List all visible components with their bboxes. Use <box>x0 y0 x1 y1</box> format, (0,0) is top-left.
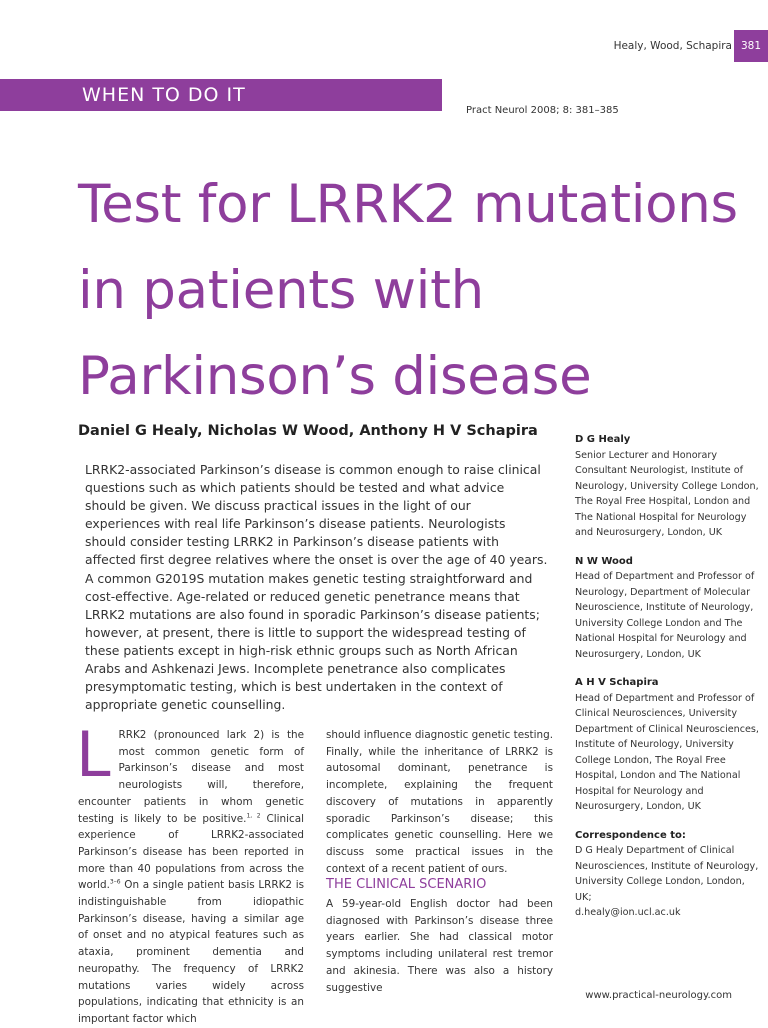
reference-marker: 3–6 <box>109 878 121 886</box>
author-affiliation: Head of Department and Professor of Clinical Neurosciences, University Department of Clinical Neurosciences, Institute of Neurology, University College London, The Royal Free Hospital, London and The National Hospital for Neurology and Neurosurgery, London, UK <box>575 692 759 812</box>
reference-marker: 1, 2 <box>246 812 261 820</box>
body-column-2: should influence diagnostic genetic testing. Finally, while the inheritance of LRRK2 is autosomal dominant, penetrance is incomplete, explaining the frequent discovery of mutations in apparently sporadic Parkinson’s disease; this complicates genetic counselling. Here we discuss some practical issues in the context of a recent patient of ours. <box>326 729 553 875</box>
correspondence-label: Correspondence to: <box>575 829 686 841</box>
footer-url[interactable]: www.practical-neurology.com <box>585 990 732 1001</box>
author-name: A H V Schapira <box>575 677 659 688</box>
author-sidebar <box>575 432 760 921</box>
correspondence-email-link[interactable]: d.healy@ion.ucl.ac.uk <box>575 907 681 918</box>
author-name: N W Wood <box>575 555 633 567</box>
body-text: On a single patient basis LRRK2 is indistinguishable from idiopathic Parkinson’s disease, having a similar age of onset and no atypical features such as ataxia, prominent dementia and neuropathy. The frequency of LRRK2 mutations varies widely across populations, indicating that ethnicity is an important factor which <box>78 879 304 1025</box>
body-text: RRK2 (pronounced lark 2) is the most common genetic form of Parkinson’s disease and most neurologists will, therefore, encounter patients in whom genetic testing is likely to be positive. <box>78 729 304 825</box>
section-banner <box>0 79 442 111</box>
drop-cap: L <box>76 718 111 791</box>
abstract: LRRK2-associated Parkinson’s disease is common enough to raise clinical questions such as which patients should be tested and what advice should be given. We discuss practical issues in the light of our experiences with real life Parkinson’s disease patients. Neurologists should consider testing LRRK2 in Parkinson’s disease patients with affected first degree relatives where the onset is over the age of 40 years. A common G2019S mutation makes genetic testing straightforward and cost-effective. Age-related or reduced genetic penetrance means that LRRK2 mutations are also found in sporadic Parkinson’s disease patients; however, at present, there is little to support the widespread testing of these patients except in high-risk ethnic groups such as North African Arabs and Ashkenazi Jews. Incomplete penetrance also complicates presymptomatic testing, which is best undertaken in the context of appropriate genetic counselling. <box>85 462 548 713</box>
correspondence-address: D G Healy Department of Clinical Neurosciences, Institute of Neurology, University College London, London, UK; <box>575 845 759 903</box>
page-number: 381 <box>734 30 768 62</box>
body-column-2-continued: A 59-year-old English doctor had been diagnosed with Parkinson’s disease three years earlier. She had classical motor symptoms including unilateral rest tremor and akinesia. There was also a history suggestive <box>326 898 553 994</box>
author-affiliation: Senior Lecturer and Honorary Consultant Neurologist, Institute of Neurology, University College London, The Royal Free Hospital, London and The National Hospital for Neurology and Neurosurgery, London, UK <box>575 449 759 538</box>
body-text: Clinical experience of LRRK2-associated Parkinson’s disease has been reported in more than 40 populations from across the world. <box>78 812 304 892</box>
author-affiliation: Head of Department and Professor of Neurology, Department of Molecular Neuroscience, Institute of Neurology, University College London and The National Hospital for Neurology and Neurosurgery, London, UK <box>575 571 755 660</box>
article-authors: Daniel G Healy, Nicholas W Wood, Anthony H V Schapira <box>78 423 538 439</box>
section-heading: THE CLINICAL SCENARIO <box>326 877 487 892</box>
author-name: D G Healy <box>575 434 631 445</box>
article-title: Test for LRRK2 mutations in patients with Parkinson’s disease <box>78 174 738 407</box>
running-head: Healy, Wood, Schapira <box>613 40 732 52</box>
journal-citation: Pract Neurol 2008; 8: 381–385 <box>466 105 619 116</box>
section-label: WHEN TO DO IT <box>82 84 246 106</box>
body-column-1 <box>76 718 304 1028</box>
